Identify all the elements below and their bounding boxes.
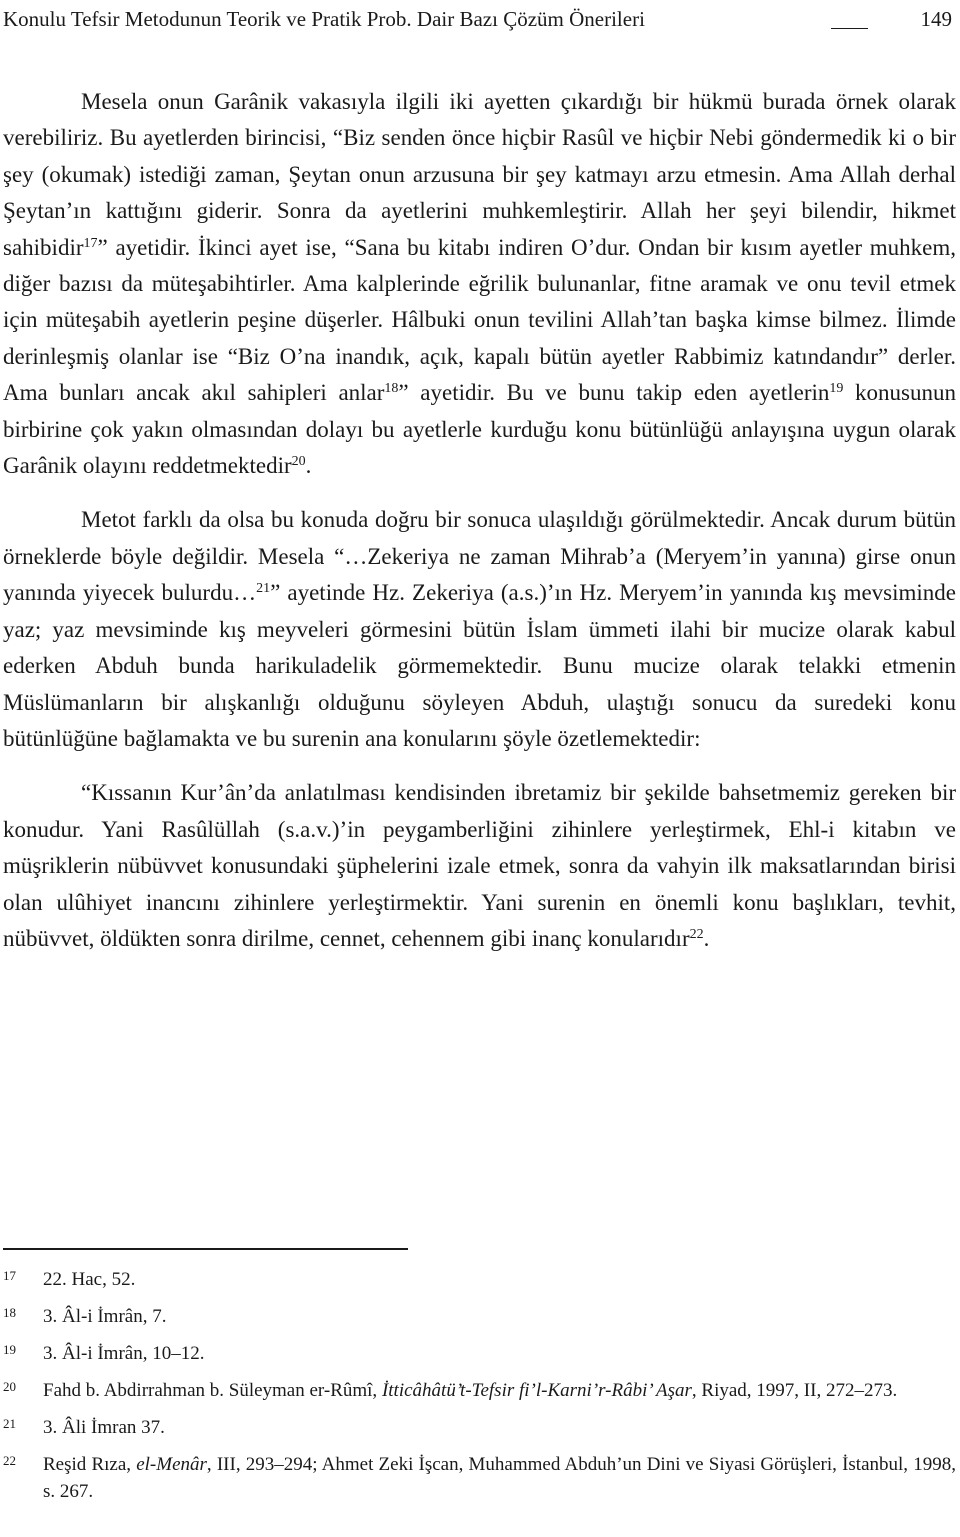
footnote-22 — [3, 1451, 956, 1505]
footnote-number: 22 — [3, 1453, 16, 1468]
paragraph-2 — [3, 502, 956, 757]
footnote-text: 3. Âli İmran 37. — [43, 1417, 165, 1438]
footnote-ref-20[interactable]: 20 — [291, 454, 306, 470]
header-rule — [831, 28, 868, 29]
quotation-paragraph — [3, 775, 956, 957]
footnote-ref-17[interactable]: 17 — [83, 235, 98, 251]
footnote-number: 21 — [3, 1416, 16, 1431]
header-title: Konulu Tefsir Metodunun Teorik ve Pratik Prob. Dair Bazı Çözüm Önerileri — [3, 7, 645, 31]
footnotes — [3, 1266, 956, 1515]
footnote-ref-21[interactable]: 21 — [256, 581, 271, 597]
paragraph-2-text-b: ” ayetinde Hz. Zekeriya (a.s.)’ın Hz. Meryem’in yanında kış mevsiminde yaz; yaz mevsiminde kış meyveleri görmesini bütün İslam ümmeti ilahi bir mucize olarak kabul ederken Abduh bunda harikuladelik görmemektedir. Bunu mucize olarak telakki etmenin Müslümanların bir alışkanlığı olduğunu söyleyen Abduh, ulaştığı sonucu da suredeki konu bütünlüğüne bağlamakta ve bu surenin ana konularını şöyle özetlemektedir: — [3, 580, 957, 751]
quotation-text-b: . — [703, 925, 710, 951]
body-text — [3, 84, 956, 957]
paragraph-1-text-a: Mesela onun Garânik vakasıyla ilgili iki ayetten çıkardığı bir hükmü burada örnek olarak verebiliriz. Bu ayetlerden birincisi, “Biz senden önce hiçbir Rasûl ve hiçbir Nebi göndermedik ki o bir şey (okumak) istediği zaman, Şeytan onun arzusuna bir şey katmayı arzu etmesin. Ama Allah derhal Şeytan’ın kattığını giderir. Sonra da ayetlerini muhkemleştirir. Allah her şeyi bilendir, hikmet sahibidir — [3, 89, 956, 260]
footnote-text-pre: Fahd b. Abdirrahman b. Süleyman er-Rûmî, — [43, 1380, 382, 1401]
footnote-text: 3. Âl-i İmrân, 10–12. — [43, 1343, 205, 1364]
paragraph-1 — [3, 84, 956, 484]
paragraph-1-text-d: konusunun birbirine çok yakın olmasından dolayı bu ayetlerle kurduğu konu bütünlüğü anlayışına uygun olarak Garânik olayını reddetmektedir — [3, 380, 956, 479]
footnote-separator — [3, 1248, 408, 1250]
footnote-17 — [3, 1266, 956, 1293]
footnote-text — [43, 1380, 897, 1401]
running-header — [3, 4, 956, 34]
footnote-text: 22. Hac, 52. — [43, 1269, 136, 1290]
page-number: 149 — [920, 7, 952, 31]
footnote-number: 20 — [3, 1379, 16, 1394]
footnote-number: 18 — [3, 1305, 16, 1320]
footnote-number: 17 — [3, 1268, 16, 1283]
footnote-text — [43, 1454, 956, 1502]
footnote-text: 3. Âl-i İmrân, 7. — [43, 1306, 167, 1327]
footnote-18 — [3, 1303, 956, 1330]
paragraph-1-text-c: ” ayetidir. Bu ve bunu takip eden ayetlerin — [398, 380, 830, 406]
footnote-20 — [3, 1377, 956, 1404]
footnote-text-post: , Riyad, 1997, II, 272–273. — [691, 1380, 898, 1401]
quotation-text-a: “Kıssanın Kur’ân’da anlatılması kendisinden ibretamiz bir şekilde bahsetmemiz gereken bir konudur. Yani Rasûlüllah (s.a.v.)’in peygamberliğini zihinlere yerleştirmek, Ehl-i kitabın ve müşriklerin nübüvvet konusundaki şüphelerini izale etmek, sonra da vahyin ilk maksatlarından birisi olan ulûhiyet inancını zihinlere yerleştirmektir. Yani surenin en önemli konu başlıkları, tevhit, nübüvvet, öldükten sonra dirilme, cennet, cehennem gibi inanç konularıdır — [3, 780, 956, 951]
footnote-ref-19[interactable]: 19 — [829, 381, 844, 397]
footnote-book-title: el-Menâr — [136, 1454, 207, 1475]
footnote-book-title: İtticâhâtü’t-Tefsir fi’l-Karni’r-Râbi’ Aşar — [381, 1380, 692, 1401]
footnote-19 — [3, 1340, 956, 1367]
footnote-text-pre: Reşid Rıza, — [43, 1454, 137, 1475]
footnote-ref-22[interactable]: 22 — [689, 926, 704, 942]
footnote-ref-18[interactable]: 18 — [384, 381, 399, 397]
footnote-text-post: , III, 293–294; Ahmet Zeki İşcan, Muhammed Abduh’un Dini ve Siyasi Görüşleri, İstanbul, 1998, s. 267. — [43, 1454, 956, 1502]
footnote-21 — [3, 1414, 956, 1441]
paragraph-1-text-e: . — [305, 453, 312, 479]
paragraph-2-text-a: Metot farklı da olsa bu konuda doğru bir sonuca ulaşıldığı görülmektedir. Ancak durum bütün örneklerde böyle değildir. Mesela “…Zekeriya ne zaman Mihrab’a (Meryem’in yanına) girse onun yanında yiyecek bulurdu… — [3, 507, 956, 606]
paragraph-1-text-b: ” ayetidir. İkinci ayet ise, “Sana bu kitabı indiren O’dur. Ondan bir kısım ayetler muhkem, diğer bazısı da müteşabihtirler. Ama kalplerinde eğrilik bulunanlar, fitne aramak ve onu tevil etmek için müteşabih ayetlerin peşine düşerler. Hâlbuki onun tevilini Allah’tan başka kimse bilmez. İlimde derinleşmiş olanlar ise “Biz O’na inandık, açık, kapalı bütün ayetler Rabbimiz katındandır” derler. Ama bunları ancak akıl sahipleri anlar — [3, 234, 956, 406]
footnote-number: 19 — [3, 1342, 16, 1357]
